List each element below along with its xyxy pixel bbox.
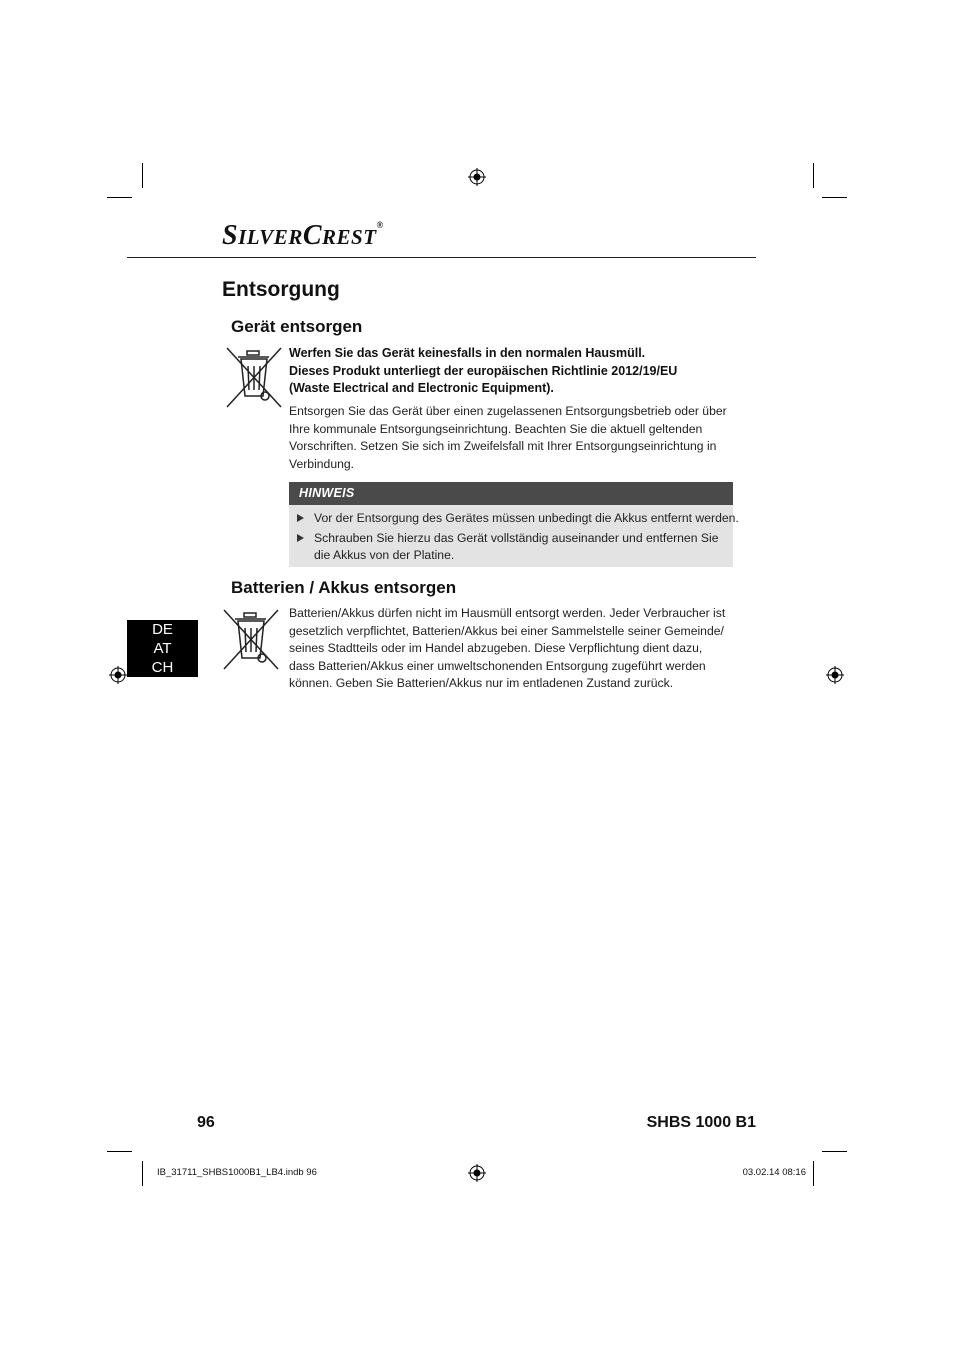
battery-disposal-text bbox=[289, 605, 749, 693]
text-line: Batterien/Akkus dürfen nicht im Hausmüll entsorgt werden. Jeder Verbraucher ist bbox=[289, 606, 726, 620]
language-code: AT bbox=[153, 640, 172, 657]
text-line: Vorschriften. Setzen Sie sich im Zweifelsfall mit Ihrer Entsorgungseinrichtung in bbox=[289, 439, 717, 453]
note-bullet: Schrauben Sie hierzu das Gerät vollständig auseinander und entfernen Sie bbox=[314, 531, 719, 545]
header-rule bbox=[127, 257, 756, 258]
registration-mark-icon bbox=[109, 666, 127, 684]
text-line: Entsorgen Sie das Gerät über einen zugelassenen Entsorgungsbetrieb oder über bbox=[289, 404, 727, 418]
crop-mark bbox=[142, 163, 143, 188]
logo-letters: REST bbox=[322, 225, 377, 249]
text-line: gesetzlich verpflichtet, Batterien/Akkus bei einer Sammelstelle seiner Gemeinde/ bbox=[289, 623, 724, 638]
language-code: CH bbox=[151, 659, 174, 676]
crossed-bin-icon bbox=[222, 608, 280, 671]
note-title: HINWEIS bbox=[299, 486, 355, 500]
text-line: dass Batterien/Akkus einer umweltschonenden Entsorgung zugeführt werden bbox=[289, 658, 706, 673]
device-disposal-text bbox=[289, 403, 749, 473]
crop-mark bbox=[822, 1151, 847, 1152]
crop-mark bbox=[142, 1161, 143, 1186]
crop-mark bbox=[107, 197, 132, 198]
crop-mark bbox=[813, 1161, 814, 1186]
note-header bbox=[289, 482, 733, 505]
text-line: können. Geben Sie Batterien/Akkus nur im entladenen Zustand zurück. bbox=[289, 676, 674, 690]
crossed-bin-icon bbox=[225, 346, 283, 409]
logo-letter: C bbox=[302, 220, 323, 251]
page-number: 96 bbox=[197, 1114, 215, 1131]
registered-mark: ® bbox=[376, 220, 384, 230]
text-line: Dieses Produkt unterliegt der europäischen Richtlinie 2012/19/EU bbox=[289, 363, 678, 378]
crop-mark bbox=[107, 1151, 132, 1152]
language-code: DE bbox=[152, 621, 173, 638]
registration-mark-icon bbox=[468, 1164, 486, 1182]
text-line: seines Stadtteils oder im Handel abzugeben. Diese Verpflichtung dient dazu, bbox=[289, 641, 703, 655]
bullet-arrow-icon bbox=[297, 534, 304, 542]
text-line: (Waste Electrical and Electronic Equipment). bbox=[289, 381, 554, 395]
logo-letters: ILVER bbox=[238, 225, 303, 249]
device-warning bbox=[289, 345, 739, 398]
text-line: Verbindung. bbox=[289, 456, 355, 471]
registration-mark-icon bbox=[826, 666, 844, 684]
crop-mark bbox=[822, 197, 847, 198]
print-slug-file: IB_31711_SHBS1000B1_LB4.indb 96 bbox=[157, 1167, 317, 1178]
page-title: Entsorgung bbox=[222, 278, 340, 301]
text-line: Ihre kommunale Entsorgungseinrichtung. Beachten Sie die aktuell geltenden bbox=[289, 421, 703, 436]
registration-mark-icon bbox=[468, 168, 486, 186]
model-number: SHBS 1000 B1 bbox=[646, 1114, 756, 1131]
logo-letter: S bbox=[222, 220, 239, 251]
bullet-arrow-icon bbox=[297, 514, 304, 522]
section-heading-batteries: Batterien / Akkus entsorgen bbox=[231, 578, 457, 597]
note-bullet: Vor der Entsorgung des Gerätes müssen unbedingt die Akkus entfernt werden. bbox=[314, 511, 739, 525]
note-bullet-continuation: die Akkus von der Platine. bbox=[314, 548, 455, 562]
brand-logo bbox=[222, 220, 384, 252]
language-tab bbox=[127, 620, 198, 677]
text-line: Werfen Sie das Gerät keinesfalls in den normalen Hausmüll. bbox=[289, 346, 646, 360]
section-heading-device: Gerät entsorgen bbox=[231, 317, 363, 336]
print-slug-date: 03.02.14 08:16 bbox=[742, 1167, 806, 1178]
crop-mark bbox=[813, 163, 814, 188]
